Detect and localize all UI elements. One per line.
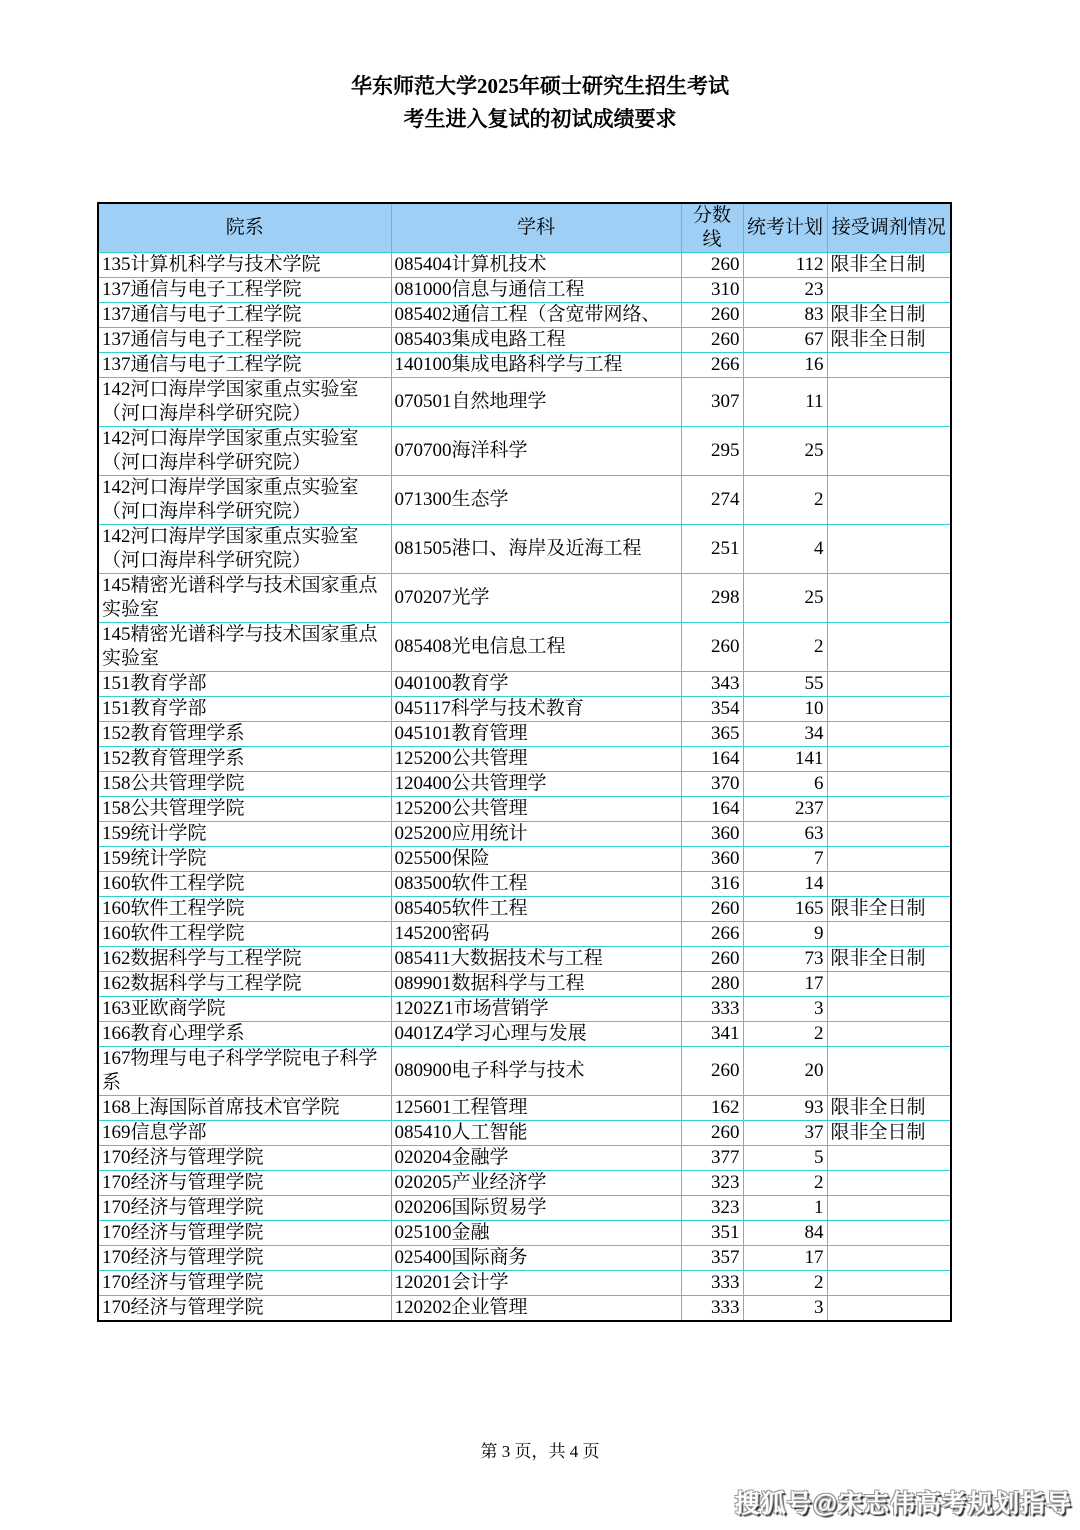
department-cell: 167物理与电子科学学院电子科学系 (98, 1047, 391, 1096)
table-row (98, 1146, 951, 1171)
note-cell: 限非全日制 (827, 1096, 951, 1121)
plan-cell: 20 (743, 1047, 827, 1096)
note-cell (827, 772, 951, 797)
plan-cell: 10 (743, 697, 827, 722)
table-row (98, 574, 951, 623)
score-cell: 377 (681, 1146, 743, 1171)
table-row (98, 1047, 951, 1096)
subject-cell: 085404计算机技术 (391, 253, 681, 278)
note-cell (827, 1022, 951, 1047)
plan-cell: 7 (743, 847, 827, 872)
department-cell: 169信息学部 (98, 1121, 391, 1146)
note-cell (827, 722, 951, 747)
page-number: 第 3 页，共 4 页 (480, 1442, 600, 1461)
table-row (98, 328, 951, 353)
table-row (98, 797, 951, 822)
score-cell: 360 (681, 847, 743, 872)
table-row (98, 1096, 951, 1121)
table-row (98, 947, 951, 972)
subject-cell: 045117科学与技术教育 (391, 697, 681, 722)
subject-cell: 071300生态学 (391, 476, 681, 525)
score-cell: 164 (681, 747, 743, 772)
table-row (98, 1296, 951, 1322)
department-cell: 162数据科学与工程学院 (98, 972, 391, 997)
subject-cell: 025200应用统计 (391, 822, 681, 847)
score-cell: 260 (681, 253, 743, 278)
department-cell: 137通信与电子工程学院 (98, 328, 391, 353)
plan-cell: 25 (743, 427, 827, 476)
plan-cell: 67 (743, 328, 827, 353)
score-cell: 162 (681, 1096, 743, 1121)
score-cell: 260 (681, 947, 743, 972)
department-cell: 151教育学部 (98, 672, 391, 697)
subject-cell: 025100金融 (391, 1221, 681, 1246)
plan-cell: 63 (743, 822, 827, 847)
note-cell (827, 1047, 951, 1096)
plan-cell: 23 (743, 278, 827, 303)
note-cell (827, 353, 951, 378)
subject-cell: 120201会计学 (391, 1271, 681, 1296)
score-cell: 343 (681, 672, 743, 697)
subject-cell: 125200公共管理 (391, 747, 681, 772)
header-subject: 学科 (391, 203, 681, 253)
plan-cell: 9 (743, 922, 827, 947)
subject-cell: 120202企业管理 (391, 1296, 681, 1322)
score-cell: 298 (681, 574, 743, 623)
plan-cell: 14 (743, 872, 827, 897)
department-cell: 159统计学院 (98, 822, 391, 847)
table-row (98, 722, 951, 747)
note-cell: 限非全日制 (827, 897, 951, 922)
department-cell: 170经济与管理学院 (98, 1196, 391, 1221)
table-body (98, 253, 951, 1322)
subject-cell: 070501自然地理学 (391, 378, 681, 427)
plan-cell: 237 (743, 797, 827, 822)
subject-cell: 120400公共管理学 (391, 772, 681, 797)
score-requirements-table (97, 202, 952, 1322)
subject-cell: 081000信息与通信工程 (391, 278, 681, 303)
table-row (98, 972, 951, 997)
plan-cell: 2 (743, 1271, 827, 1296)
department-cell: 142河口海岸学国家重点实验室（河口海岸科学研究院） (98, 378, 391, 427)
subject-cell: 145200密码 (391, 922, 681, 947)
note-cell (827, 623, 951, 672)
subject-cell: 083500软件工程 (391, 872, 681, 897)
department-cell: 135计算机科学与技术学院 (98, 253, 391, 278)
subject-cell: 040100教育学 (391, 672, 681, 697)
plan-cell: 83 (743, 303, 827, 328)
score-cell: 360 (681, 822, 743, 847)
department-cell: 166教育心理学系 (98, 1022, 391, 1047)
note-cell (827, 997, 951, 1022)
header-exam-plan: 统考计划 (743, 203, 827, 253)
plan-cell: 84 (743, 1221, 827, 1246)
plan-cell: 17 (743, 1246, 827, 1271)
department-cell: 137通信与电子工程学院 (98, 353, 391, 378)
plan-cell: 6 (743, 772, 827, 797)
plan-cell: 37 (743, 1121, 827, 1146)
score-cell: 260 (681, 623, 743, 672)
score-cell: 164 (681, 797, 743, 822)
subject-cell: 080900电子科学与技术 (391, 1047, 681, 1096)
note-cell (827, 1171, 951, 1196)
table-row (98, 747, 951, 772)
note-cell (827, 1146, 951, 1171)
note-cell (827, 1221, 951, 1246)
note-cell (827, 672, 951, 697)
plan-cell: 17 (743, 972, 827, 997)
page-title (0, 70, 1080, 136)
department-cell: 168上海国际首席技术官学院 (98, 1096, 391, 1121)
table-row (98, 1221, 951, 1246)
score-cell: 274 (681, 476, 743, 525)
note-cell (827, 378, 951, 427)
score-cell: 354 (681, 697, 743, 722)
title-line-1: 华东师范大学2025年硕士研究生招生考试 (351, 74, 729, 98)
subject-cell: 020205产业经济学 (391, 1171, 681, 1196)
score-cell: 333 (681, 997, 743, 1022)
note-cell (827, 1271, 951, 1296)
table-row (98, 1121, 951, 1146)
plan-cell: 34 (743, 722, 827, 747)
score-cell: 323 (681, 1196, 743, 1221)
header-row (98, 203, 951, 253)
plan-cell: 1 (743, 1196, 827, 1221)
note-cell (827, 747, 951, 772)
table-row (98, 427, 951, 476)
note-cell: 限非全日制 (827, 947, 951, 972)
table-row (98, 353, 951, 378)
score-cell: 307 (681, 378, 743, 427)
header-transfer-status: 接受调剂情况 (827, 203, 951, 253)
subject-cell: 070700海洋科学 (391, 427, 681, 476)
score-cell: 370 (681, 772, 743, 797)
plan-cell: 2 (743, 623, 827, 672)
plan-cell: 112 (743, 253, 827, 278)
department-cell: 158公共管理学院 (98, 797, 391, 822)
table-row (98, 1196, 951, 1221)
table-row (98, 1022, 951, 1047)
subject-cell: 045101教育管理 (391, 722, 681, 747)
note-cell (827, 525, 951, 574)
subject-cell: 085405软件工程 (391, 897, 681, 922)
plan-cell: 93 (743, 1096, 827, 1121)
table-row (98, 697, 951, 722)
score-cell: 260 (681, 897, 743, 922)
score-cell: 310 (681, 278, 743, 303)
score-cell: 316 (681, 872, 743, 897)
table-row (98, 897, 951, 922)
note-cell: 限非全日制 (827, 303, 951, 328)
subject-cell: 089901数据科学与工程 (391, 972, 681, 997)
department-cell: 158公共管理学院 (98, 772, 391, 797)
table-row (98, 303, 951, 328)
header-score-line: 分数线 (681, 203, 743, 253)
subject-cell: 0401Z4学习心理与发展 (391, 1022, 681, 1047)
score-cell: 295 (681, 427, 743, 476)
subject-cell: 085408光电信息工程 (391, 623, 681, 672)
plan-cell: 2 (743, 1022, 827, 1047)
score-cell: 260 (681, 303, 743, 328)
department-cell: 170经济与管理学院 (98, 1171, 391, 1196)
score-cell: 351 (681, 1221, 743, 1246)
note-cell (827, 1196, 951, 1221)
subject-cell: 085402通信工程（含宽带网络、 (391, 303, 681, 328)
score-cell: 280 (681, 972, 743, 997)
score-cell: 333 (681, 1271, 743, 1296)
table-row (98, 997, 951, 1022)
table-row (98, 872, 951, 897)
score-cell: 357 (681, 1246, 743, 1271)
table-row (98, 772, 951, 797)
department-cell: 170经济与管理学院 (98, 1146, 391, 1171)
note-cell (827, 872, 951, 897)
score-cell: 251 (681, 525, 743, 574)
subject-cell: 140100集成电路科学与工程 (391, 353, 681, 378)
department-cell: 151教育学部 (98, 697, 391, 722)
subject-cell: 125200公共管理 (391, 797, 681, 822)
plan-cell: 11 (743, 378, 827, 427)
department-cell: 163亚欧商学院 (98, 997, 391, 1022)
department-cell: 145精密光谱科学与技术国家重点实验室 (98, 623, 391, 672)
department-cell: 152教育管理学系 (98, 747, 391, 772)
note-cell (827, 822, 951, 847)
plan-cell: 16 (743, 353, 827, 378)
plan-cell: 5 (743, 1146, 827, 1171)
table-row (98, 378, 951, 427)
table-row (98, 623, 951, 672)
title-line-2: 考生进入复试的初试成绩要求 (403, 107, 677, 131)
score-cell: 260 (681, 1121, 743, 1146)
note-cell (827, 1296, 951, 1322)
department-cell: 142河口海岸学国家重点实验室（河口海岸科学研究院） (98, 476, 391, 525)
subject-cell: 025500保险 (391, 847, 681, 872)
plan-cell: 73 (743, 947, 827, 972)
plan-cell: 4 (743, 525, 827, 574)
note-cell (827, 427, 951, 476)
department-cell: 159统计学院 (98, 847, 391, 872)
department-cell: 160软件工程学院 (98, 872, 391, 897)
table-row (98, 822, 951, 847)
note-cell (827, 1246, 951, 1271)
note-cell (827, 922, 951, 947)
note-cell: 限非全日制 (827, 328, 951, 353)
table-row (98, 922, 951, 947)
subject-cell: 1202Z1市场营销学 (391, 997, 681, 1022)
note-cell (827, 697, 951, 722)
department-cell: 152教育管理学系 (98, 722, 391, 747)
note-cell: 限非全日制 (827, 253, 951, 278)
department-cell: 170经济与管理学院 (98, 1246, 391, 1271)
plan-cell: 3 (743, 997, 827, 1022)
score-cell: 365 (681, 722, 743, 747)
department-cell: 137通信与电子工程学院 (98, 303, 391, 328)
table-row (98, 253, 951, 278)
subject-cell: 085403集成电路工程 (391, 328, 681, 353)
table-row (98, 672, 951, 697)
score-cell: 260 (681, 328, 743, 353)
table-row (98, 1171, 951, 1196)
table-row (98, 278, 951, 303)
department-cell: 145精密光谱科学与技术国家重点实验室 (98, 574, 391, 623)
subject-cell: 020204金融学 (391, 1146, 681, 1171)
plan-cell: 2 (743, 1171, 827, 1196)
subject-cell: 070207光学 (391, 574, 681, 623)
subject-cell: 125601工程管理 (391, 1096, 681, 1121)
header-department: 院系 (98, 203, 391, 253)
plan-cell: 141 (743, 747, 827, 772)
table-row (98, 476, 951, 525)
table-row (98, 525, 951, 574)
note-cell (827, 972, 951, 997)
department-cell: 160软件工程学院 (98, 897, 391, 922)
score-cell: 333 (681, 1296, 743, 1322)
plan-cell: 25 (743, 574, 827, 623)
subject-cell: 085410人工智能 (391, 1121, 681, 1146)
department-cell: 142河口海岸学国家重点实验室（河口海岸科学研究院） (98, 525, 391, 574)
score-cell: 341 (681, 1022, 743, 1047)
department-cell: 142河口海岸学国家重点实验室（河口海岸科学研究院） (98, 427, 391, 476)
subject-cell: 025400国际商务 (391, 1246, 681, 1271)
department-cell: 137通信与电子工程学院 (98, 278, 391, 303)
table-row (98, 1246, 951, 1271)
subject-cell: 020206国际贸易学 (391, 1196, 681, 1221)
department-cell: 170经济与管理学院 (98, 1221, 391, 1246)
subject-cell: 085411大数据技术与工程 (391, 947, 681, 972)
watermark: 搜狐号@宋志伟高考规划指导 (734, 1490, 1072, 1518)
department-cell: 160软件工程学院 (98, 922, 391, 947)
department-cell: 162数据科学与工程学院 (98, 947, 391, 972)
note-cell (827, 476, 951, 525)
table-row (98, 847, 951, 872)
plan-cell: 2 (743, 476, 827, 525)
note-cell (827, 797, 951, 822)
score-cell: 266 (681, 353, 743, 378)
plan-cell: 165 (743, 897, 827, 922)
score-cell: 323 (681, 1171, 743, 1196)
department-cell: 170经济与管理学院 (98, 1271, 391, 1296)
department-cell: 170经济与管理学院 (98, 1296, 391, 1322)
score-cell: 266 (681, 922, 743, 947)
note-cell (827, 574, 951, 623)
note-cell (827, 847, 951, 872)
note-cell (827, 278, 951, 303)
score-cell: 260 (681, 1047, 743, 1096)
table-row (98, 1271, 951, 1296)
table-header (98, 203, 951, 253)
plan-cell: 55 (743, 672, 827, 697)
subject-cell: 081505港口、海岸及近海工程 (391, 525, 681, 574)
note-cell: 限非全日制 (827, 1121, 951, 1146)
plan-cell: 3 (743, 1296, 827, 1322)
